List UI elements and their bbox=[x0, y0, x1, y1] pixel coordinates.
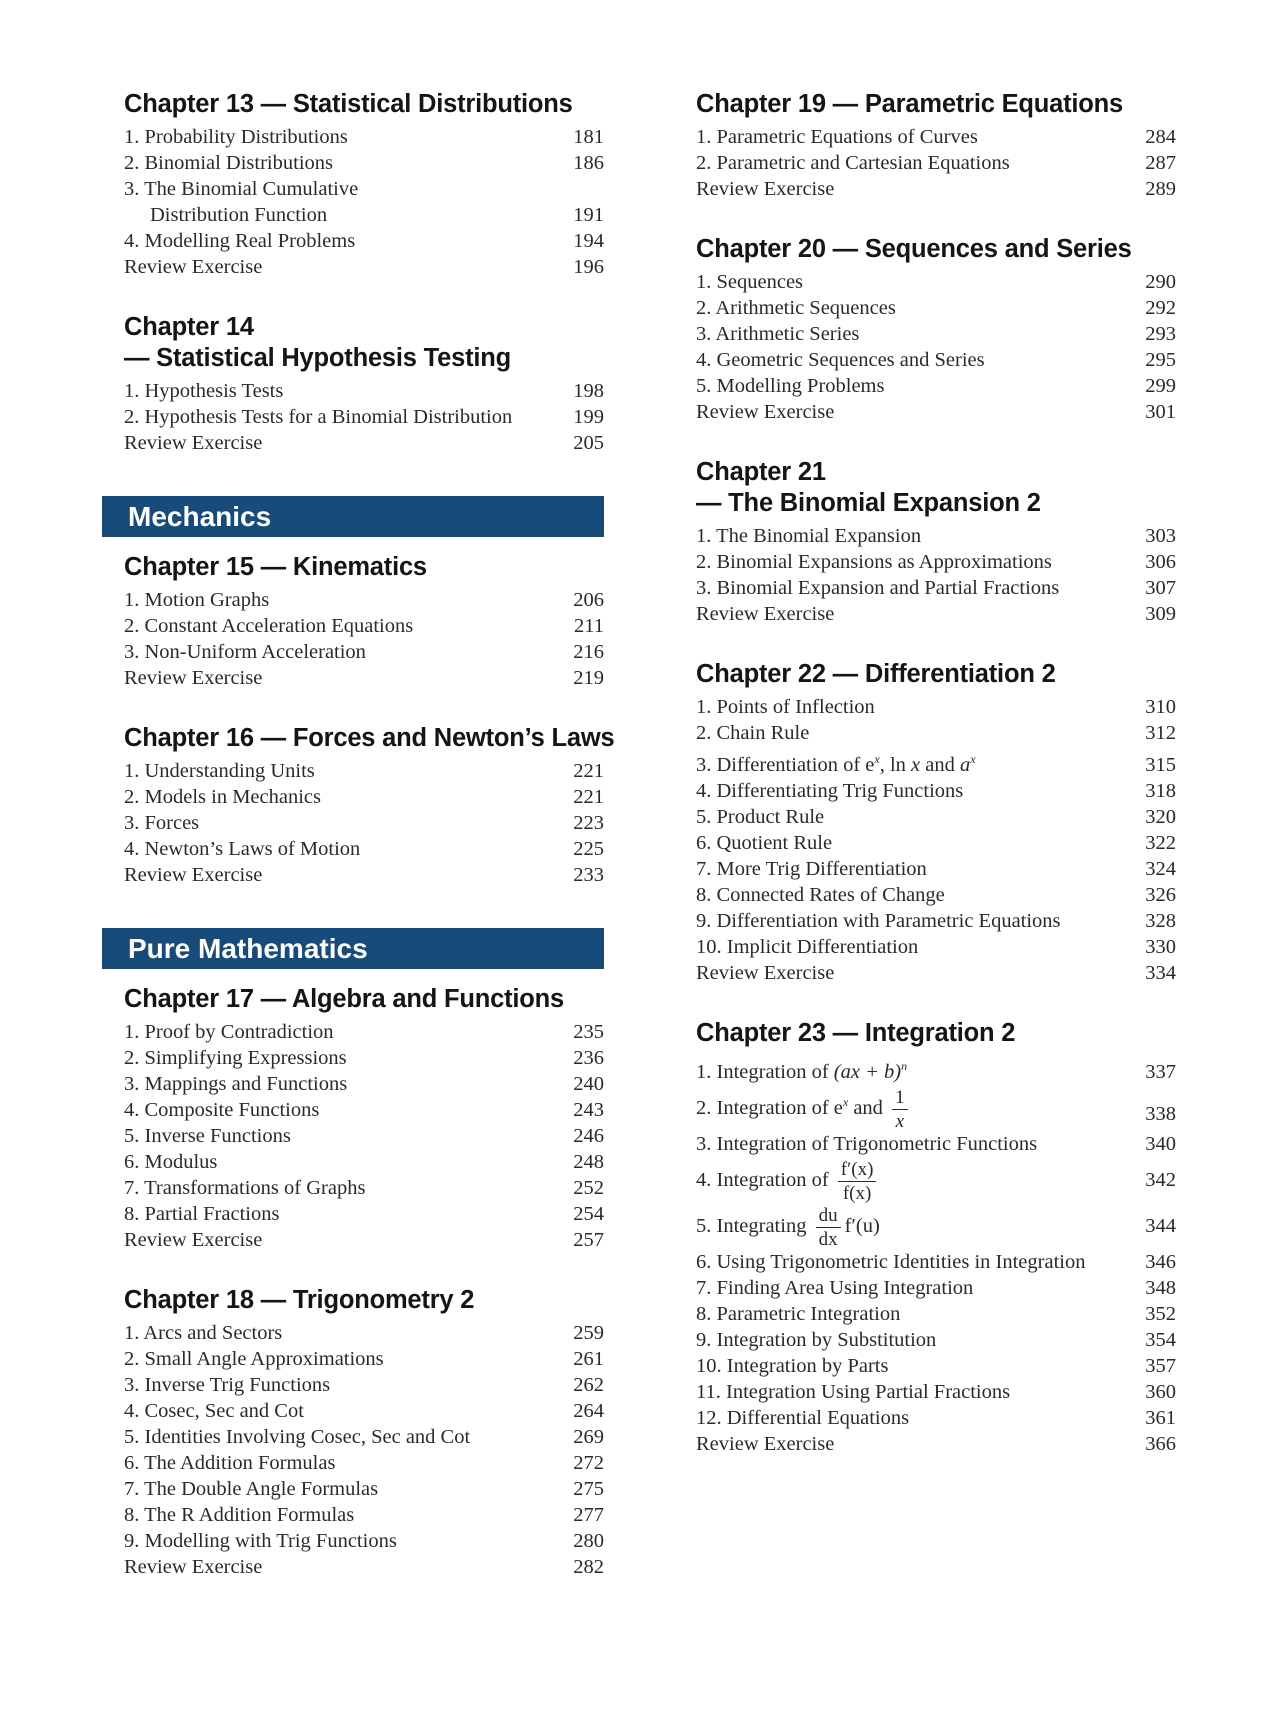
chapter-title: Chapter 23 — Integration 2 bbox=[696, 1019, 1016, 1047]
page-number: 328 bbox=[1145, 910, 1176, 932]
page-number: 289 bbox=[1145, 178, 1176, 200]
page-number: 307 bbox=[1145, 577, 1176, 599]
page-number: 219 bbox=[573, 667, 604, 689]
toc-entry[interactable]: 5. Product Rule 320 bbox=[696, 806, 1176, 828]
page-number: 277 bbox=[573, 1504, 604, 1526]
toc-entry[interactable]: 2. Simplifying Expressions 236 bbox=[124, 1047, 604, 1069]
chapter-13 bbox=[124, 88, 604, 280]
toc-entry[interactable]: 2. Integration of $e^x$ and $\frac{1}{x}$ 338 bbox=[696, 1086, 1176, 1132]
toc-entry[interactable]: 2. Chain Rule 312 bbox=[696, 722, 1176, 744]
toc-entry[interactable]: Review Exercise 282 bbox=[124, 1556, 604, 1578]
toc-entry[interactable]: 5. Identities Involving Cosec, Sec and Cot 269 bbox=[124, 1426, 604, 1448]
toc-entry[interactable]: 1. Sequences 290 bbox=[696, 271, 1176, 293]
page-number: 312 bbox=[1145, 722, 1176, 744]
page-number: 206 bbox=[573, 589, 604, 611]
toc-entry[interactable]: 4. Cosec, Sec and Cot 264 bbox=[124, 1400, 604, 1422]
page-number: 301 bbox=[1145, 401, 1176, 423]
toc-entry[interactable]: 3. Non-Uniform Acceleration 216 bbox=[124, 641, 604, 663]
toc-entry[interactable]: 4. Integration of $\frac{f'(x)}{f(x)}$ 342 bbox=[696, 1158, 1176, 1204]
page-number: 310 bbox=[1145, 696, 1176, 718]
page-number: 261 bbox=[573, 1348, 604, 1370]
page-number: 211 bbox=[574, 615, 604, 637]
chapter-title: Chapter 21 — The Binomial Expansion 2 bbox=[696, 458, 1041, 517]
toc-entry[interactable]: 7. Finding Area Using Integration 348 bbox=[696, 1276, 1176, 1299]
toc-entry[interactable]: 2. Constant Acceleration Equations 211 bbox=[124, 615, 604, 637]
section-header-pure-mathematics: Pure Mathematics bbox=[102, 928, 604, 969]
page-number: 299 bbox=[1145, 375, 1176, 397]
toc-entry[interactable]: 2. Parametric and Cartesian Equations 287 bbox=[696, 152, 1176, 174]
toc-entry[interactable]: 2. Models in Mechanics 221 bbox=[124, 786, 604, 808]
chapter-14 bbox=[124, 311, 604, 456]
toc-entry[interactable]: 4. Differentiating Trig Functions 318 bbox=[696, 780, 1176, 802]
toc-entry[interactable]: Review Exercise 196 bbox=[124, 256, 604, 278]
toc-entry[interactable]: Review Exercise 219 bbox=[124, 667, 604, 689]
toc-entry[interactable]: 3. Arithmetic Series 293 bbox=[696, 323, 1176, 345]
toc-entry[interactable]: 6. Quotient Rule 322 bbox=[696, 832, 1176, 854]
toc-entry[interactable]: 1. Motion Graphs 206 bbox=[124, 589, 604, 611]
toc-entry[interactable]: 8. Connected Rates of Change 326 bbox=[696, 884, 1176, 906]
page-number: 344 bbox=[1145, 1214, 1176, 1237]
toc-entry[interactable]: 1. Understanding Units 221 bbox=[124, 760, 604, 782]
page-number: 309 bbox=[1145, 603, 1176, 625]
toc-entry[interactable]: Review Exercise 205 bbox=[124, 432, 604, 454]
page-number: 275 bbox=[573, 1478, 604, 1500]
toc-entry[interactable]: 3. Integration of Trigonometric Functions 340 bbox=[696, 1132, 1176, 1155]
page-number: 320 bbox=[1145, 806, 1176, 828]
page-number: 259 bbox=[573, 1322, 604, 1344]
toc-entry[interactable]: 8. Partial Fractions 254 bbox=[124, 1203, 604, 1225]
toc-entry[interactable]: Review Exercise 233 bbox=[124, 864, 604, 886]
page-number: 292 bbox=[1145, 297, 1176, 319]
toc-entry[interactable]: 8. The R Addition Formulas 277 bbox=[124, 1504, 604, 1526]
toc-entry[interactable]: 1. Arcs and Sectors 259 bbox=[124, 1322, 604, 1344]
page-number: 198 bbox=[573, 380, 604, 402]
chapter-title: Chapter 19 — Parametric Equations bbox=[696, 90, 1124, 118]
toc-entry[interactable]: 1. Probability Distributions 181 bbox=[124, 126, 604, 148]
page-number: 287 bbox=[1145, 152, 1176, 174]
toc-entry[interactable]: Review Exercise 301 bbox=[696, 401, 1176, 423]
page-number: 295 bbox=[1145, 349, 1176, 371]
toc-entry[interactable]: 7. The Double Angle Formulas 275 bbox=[124, 1478, 604, 1500]
page-number: 342 bbox=[1145, 1168, 1176, 1191]
page-number: 223 bbox=[573, 812, 604, 834]
page-number: 348 bbox=[1145, 1276, 1176, 1299]
page-number: 248 bbox=[573, 1151, 604, 1173]
page-number: 284 bbox=[1145, 126, 1176, 148]
page-number: 352 bbox=[1145, 1302, 1176, 1325]
page-number: 216 bbox=[573, 641, 604, 663]
page-number: 282 bbox=[573, 1556, 604, 1578]
page-number: 262 bbox=[573, 1374, 604, 1396]
page-number: 361 bbox=[1145, 1406, 1176, 1429]
page-number: 326 bbox=[1145, 884, 1176, 906]
left-column bbox=[124, 88, 615, 1611]
chapter-title: Chapter 22 — Differentiation 2 bbox=[696, 660, 1056, 688]
right-column bbox=[696, 88, 1176, 1488]
entry-list bbox=[696, 523, 1176, 627]
toc-entry[interactable]: 4. Geometric Sequences and Series 295 bbox=[696, 349, 1176, 371]
toc-entry[interactable]: 3. Mappings and Functions 240 bbox=[124, 1073, 604, 1095]
page-number: 293 bbox=[1145, 323, 1176, 345]
chapter-20 bbox=[696, 233, 1176, 425]
section-header-mechanics: Mechanics bbox=[102, 496, 604, 537]
page-number: 233 bbox=[573, 864, 604, 886]
page-number: 225 bbox=[573, 838, 604, 860]
page-number: 205 bbox=[573, 432, 604, 454]
entry-list bbox=[696, 269, 1176, 425]
entry-list bbox=[124, 1320, 604, 1580]
page-number: 269 bbox=[573, 1426, 604, 1448]
page-number: 181 bbox=[573, 126, 604, 148]
toc-entry[interactable]: 3. Inverse Trig Functions 262 bbox=[124, 1374, 604, 1396]
entry-list bbox=[124, 1019, 604, 1253]
toc-entry[interactable]: Review Exercise 289 bbox=[696, 178, 1176, 200]
toc-entry[interactable]: 1. Proof by Contradiction 235 bbox=[124, 1021, 604, 1043]
toc-entry[interactable]: 6. Using Trigonometric Identities in Integration 346 bbox=[696, 1250, 1176, 1273]
toc-entry[interactable]: 1. The Binomial Expansion 303 bbox=[696, 525, 1176, 547]
page-number: 354 bbox=[1145, 1328, 1176, 1351]
toc-entry[interactable]: 2. Binomial Expansions as Approximations 306 bbox=[696, 551, 1176, 573]
toc-entry[interactable]: 2. Small Angle Approximations 261 bbox=[124, 1348, 604, 1370]
toc-entry[interactable]: 6. The Addition Formulas 272 bbox=[124, 1452, 604, 1474]
toc-entry[interactable]: 9. Differentiation with Parametric Equations 328 bbox=[696, 910, 1176, 932]
page-number: 246 bbox=[573, 1125, 604, 1147]
page-number: 254 bbox=[573, 1203, 604, 1225]
toc-entry[interactable]: 5. Inverse Functions 246 bbox=[124, 1125, 604, 1147]
entry-list bbox=[124, 758, 604, 888]
page-number: 236 bbox=[573, 1047, 604, 1069]
toc-entry[interactable]: Review Exercise 257 bbox=[124, 1229, 604, 1251]
page-number: 243 bbox=[573, 1099, 604, 1121]
entry-list bbox=[124, 587, 604, 691]
page-number: 306 bbox=[1145, 551, 1176, 573]
toc-entry[interactable]: 10. Integration by Parts 357 bbox=[696, 1354, 1176, 1377]
toc-entry[interactable]: 4. Composite Functions 243 bbox=[124, 1099, 604, 1121]
toc-entry[interactable]: 4. Modelling Real Problems 194 bbox=[124, 230, 604, 252]
page-number: 186 bbox=[573, 152, 604, 174]
toc-entry[interactable]: 5. Integrating $\frac{du}{dx}$ f′(u) 344 bbox=[696, 1204, 1176, 1250]
chapter-18 bbox=[124, 1284, 604, 1580]
chapter-title: Chapter 18 — Trigonometry 2 bbox=[124, 1286, 475, 1314]
page-number: 303 bbox=[1145, 525, 1176, 547]
page-number: 257 bbox=[573, 1229, 604, 1251]
page-number: 338 bbox=[1145, 1102, 1176, 1125]
toc-entry[interactable]: 11. Integration Using Partial Fractions 360 bbox=[696, 1380, 1176, 1403]
entry-list bbox=[696, 124, 1176, 202]
toc-entry[interactable]: 7. Transformations of Graphs 252 bbox=[124, 1177, 604, 1199]
page-number: 318 bbox=[1145, 780, 1176, 802]
page-number: 191 bbox=[573, 204, 604, 226]
page-number: 357 bbox=[1145, 1354, 1176, 1377]
page-number: 264 bbox=[573, 1400, 604, 1422]
toc-entry[interactable]: 2. Arithmetic Sequences 292 bbox=[696, 297, 1176, 319]
chapter-17 bbox=[124, 983, 604, 1253]
toc-entry[interactable]: 12. Differential Equations 361 bbox=[696, 1406, 1176, 1429]
toc-entry[interactable]: Review Exercise 334 bbox=[696, 962, 1176, 984]
toc-entry[interactable]: 9. Integration by Substitution 354 bbox=[696, 1328, 1176, 1351]
page-number: 366 bbox=[1145, 1432, 1176, 1455]
chapter-19 bbox=[696, 88, 1176, 202]
toc-entry[interactable]: 3. Binomial Expansion and Partial Fractions 307 bbox=[696, 577, 1176, 599]
toc-entry[interactable]: 3. Forces 223 bbox=[124, 812, 604, 834]
toc-entry[interactable]: 3. The Binomial Cumulative Distribution Function 191 bbox=[124, 178, 604, 226]
page-number: 322 bbox=[1145, 832, 1176, 854]
toc-entry[interactable]: 1. Parametric Equations of Curves 284 bbox=[696, 126, 1176, 148]
toc-entry[interactable]: 1. Integration of (ax + b)$^n$ 337 bbox=[696, 1059, 1176, 1083]
toc-entry[interactable]: 6. Modulus 248 bbox=[124, 1151, 604, 1173]
chapter-15 bbox=[124, 551, 604, 691]
page-number: 315 bbox=[1145, 754, 1176, 776]
chapter-title: Chapter 13 — Statistical Distributions bbox=[124, 90, 573, 118]
toc-entry[interactable]: 4. Newton’s Laws of Motion 225 bbox=[124, 838, 604, 860]
entry-list bbox=[124, 124, 604, 280]
toc-entry[interactable]: 7. More Trig Differentiation 324 bbox=[696, 858, 1176, 880]
page-number: 252 bbox=[573, 1177, 604, 1199]
fraction: $\frac{du}{dx}$ bbox=[816, 1206, 841, 1249]
chapter-21 bbox=[696, 456, 1176, 627]
entry-list bbox=[124, 378, 604, 456]
chapter-title: Chapter 20 — Sequences and Series bbox=[696, 235, 1132, 263]
page-number: 346 bbox=[1145, 1250, 1176, 1273]
toc-entry[interactable]: 2. Hypothesis Tests for a Binomial Distribution 199 bbox=[124, 406, 604, 428]
toc-entry[interactable]: 1. Points of Inflection 310 bbox=[696, 696, 1176, 718]
page-number: 235 bbox=[573, 1021, 604, 1043]
fraction: $\frac{f'(x)}{f(x)}$ bbox=[838, 1160, 877, 1203]
page-number: 360 bbox=[1145, 1380, 1176, 1403]
toc-entry[interactable]: 3. Differentiation of $e^x$, ln x and $a^x$ 315 bbox=[696, 752, 1176, 776]
toc-entry[interactable]: 5. Modelling Problems 299 bbox=[696, 375, 1176, 397]
page-number: 324 bbox=[1145, 858, 1176, 880]
entry-list bbox=[696, 694, 1176, 986]
page-number: 240 bbox=[573, 1073, 604, 1095]
page-number: 196 bbox=[573, 256, 604, 278]
toc-entry[interactable]: 9. Modelling with Trig Functions 280 bbox=[124, 1530, 604, 1552]
chapter-23 bbox=[696, 1017, 1176, 1457]
chapter-title: Chapter 14 — Statistical Hypothesis Testing bbox=[124, 313, 512, 372]
toc-entry[interactable]: 10. Implicit Differentiation 330 bbox=[696, 936, 1176, 958]
toc-entry[interactable]: 2. Binomial Distributions 186 bbox=[124, 152, 604, 174]
page-number: 199 bbox=[573, 406, 604, 428]
page-number: 221 bbox=[573, 786, 604, 808]
page-number: 221 bbox=[573, 760, 604, 782]
chapter-22 bbox=[696, 658, 1176, 986]
page-number: 290 bbox=[1145, 271, 1176, 293]
page-number: 337 bbox=[1145, 1061, 1176, 1083]
page-number: 330 bbox=[1145, 936, 1176, 958]
toc-entry[interactable]: Review Exercise 309 bbox=[696, 603, 1176, 625]
entry-list bbox=[696, 1053, 1176, 1457]
page-number: 280 bbox=[573, 1530, 604, 1552]
toc-entry[interactable]: 1. Hypothesis Tests 198 bbox=[124, 380, 604, 402]
page-number: 272 bbox=[573, 1452, 604, 1474]
chapter-title: Chapter 15 — Kinematics bbox=[124, 553, 427, 581]
chapter-title: Chapter 17 — Algebra and Functions bbox=[124, 985, 564, 1013]
toc-entry[interactable]: Review Exercise 366 bbox=[696, 1432, 1176, 1455]
chapter-title: Chapter 16 — Forces and Newton’s Laws bbox=[124, 724, 615, 752]
toc-entry[interactable]: 8. Parametric Integration 352 bbox=[696, 1302, 1176, 1325]
page-number: 340 bbox=[1145, 1132, 1176, 1155]
page-number: 334 bbox=[1145, 962, 1176, 984]
chapter-16 bbox=[124, 722, 615, 888]
fraction: $\frac{1}{x}$ bbox=[892, 1088, 908, 1131]
page-number: 194 bbox=[573, 230, 604, 252]
